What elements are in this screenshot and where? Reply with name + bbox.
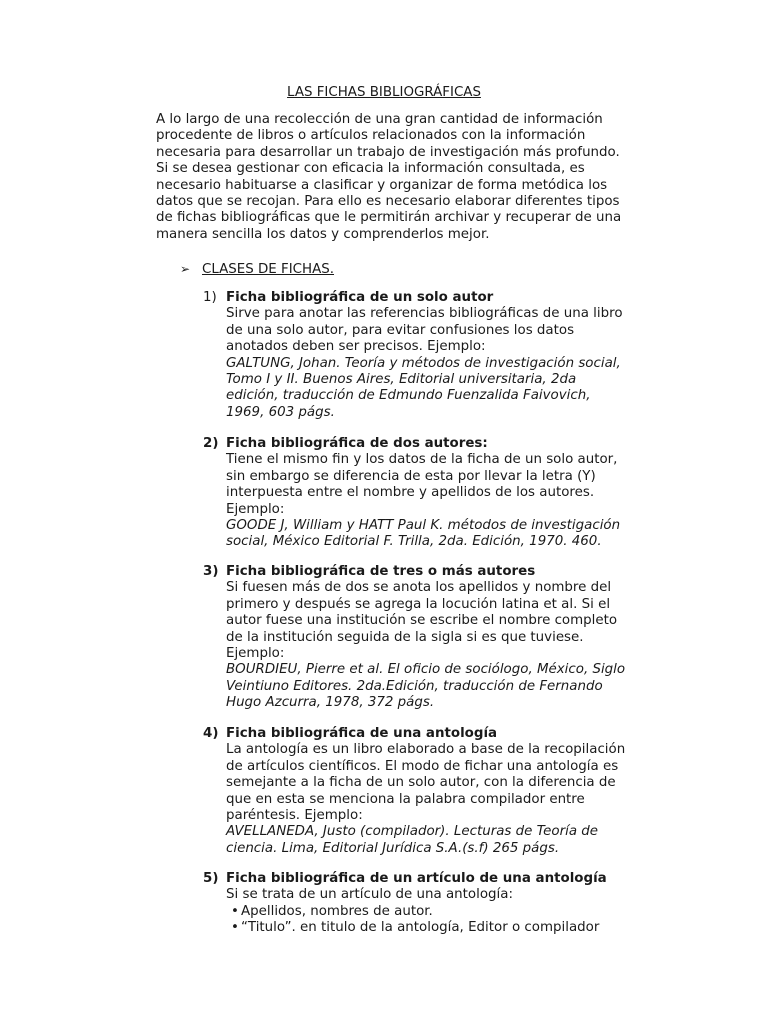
list-item-example: GOODE J, William y HATT Paul K. métodos de investigación social, México Editorial F. Trilla, 2da. Edición, 1970. 460.: [226, 518, 621, 550]
list-item-title: Ficha bibliográfica de dos autores:: [226, 436, 488, 451]
list-item-number: 1): [203, 290, 217, 305]
intro-paragraph: A lo largo de una recolección de una gran cantidad de información procedente de libros o artículos relacionados con la información necesaria para desarrollar un trabajo de investigación más profundo. Si se desea gestionar con eficacia la información consultada, es necesario habituarse a clasificar y organizar de forma metódica los datos que se recojan. Para ello es necesario elaborar diferentes tipos de fichas bibliográficas que le permitirán archivar y recuperar de una manera sencilla los datos y comprenderlos mejor.: [156, 112, 622, 242]
list-item-number: 2): [203, 436, 219, 451]
bullet-item: [231, 920, 673, 936]
list-item-title: Ficha bibliográfica de una antología: [226, 726, 498, 741]
list-item-number: 5): [203, 871, 219, 886]
list-item-example: BOURDIEU, Pierre et al. El oficio de sociólogo, México, Siglo Veintiuno Editores. 2da.Edición, traducción de Fernando Hugo Azcurra, 1978, 372 págs.: [226, 662, 626, 711]
list-item-heading: [203, 290, 673, 306]
list-item-2: [203, 436, 673, 551]
list-item-1: [203, 290, 673, 421]
bullet-list: [231, 904, 673, 937]
list-item-number: 4): [203, 726, 219, 741]
list-item-description: Si fuesen más de dos se anota los apellidos y nombre del primero y después se agrega la locución latina et al. Si el autor fuese una institución se escribe el nombre completo de la institución seguida de la sigla si es que tuviese. Ejemplo:: [226, 580, 618, 662]
bullet-text: Apellidos, nombres de autor.: [241, 903, 433, 919]
document-title: LAS FICHAS BIBLIOGRÁFICAS: [287, 85, 481, 100]
list-item-heading: [203, 726, 673, 742]
list-item-heading: [203, 436, 673, 452]
list-item-example: GALTUNG, Johan. Teoría y métodos de investigación social, Tomo I y II. Buenos Aires, Editorial universitaria, 2da edición, traducción de Edmundo Fuenzalida Faivovich, 1969, 603 págs.: [226, 355, 621, 420]
list-item-description: La antología es un libro elaborado a base de la recopilación de artículos científicos. El modo de fichar una antología es semejante a la ficha de un solo autor, con la diferencia de que en esta se menciona la palabra compilador entre paréntesis. Ejemplo:: [226, 742, 626, 824]
list-item-title: Ficha bibliográfica de un artículo de una antología: [226, 871, 607, 886]
bullet-item: [231, 904, 673, 920]
bullet-dot-icon: •: [231, 920, 239, 936]
list-item-4: [203, 726, 673, 857]
list-item-5: [203, 871, 673, 937]
list-item-title: Ficha bibliográfica de tres o más autores: [226, 564, 536, 579]
bullet-dot-icon: •: [231, 903, 239, 919]
list-item-description: Tiene el mismo fin y los datos de la ficha de un solo autor, sin embargo se diferencia de esta por llevar la letra (Y) interpuesta entre el nombre y apellidos de los autores. Ejemplo:: [226, 452, 618, 517]
list-item-description: Sirve para anotar las referencias bibliográficas de una libro de una solo autor, para evitar confusiones los datos anotados deben ser precisos. Ejemplo:: [226, 306, 623, 355]
arrow-bullet-icon: ➢: [180, 262, 191, 276]
list-item-heading: [203, 564, 673, 580]
bullet-text: “Titulo”. en titulo de la antología, Editor o compilador: [241, 920, 600, 936]
list-item-description: Si se trata de un artículo de una antología:: [226, 887, 513, 903]
list-item-example: AVELLANEDA, Justo (compilador). Lecturas de Teoría de ciencia. Lima, Editorial Jurídica S.A.(s.f) 265 págs.: [226, 824, 599, 856]
section-heading: [180, 261, 334, 278]
section-heading-label: CLASES DE FICHAS.: [202, 262, 335, 277]
list-item-title: Ficha bibliográfica de un solo autor: [226, 290, 494, 305]
list-item-number: 3): [203, 564, 219, 579]
list-item-3: [203, 564, 673, 712]
list-item-heading: [203, 871, 673, 887]
